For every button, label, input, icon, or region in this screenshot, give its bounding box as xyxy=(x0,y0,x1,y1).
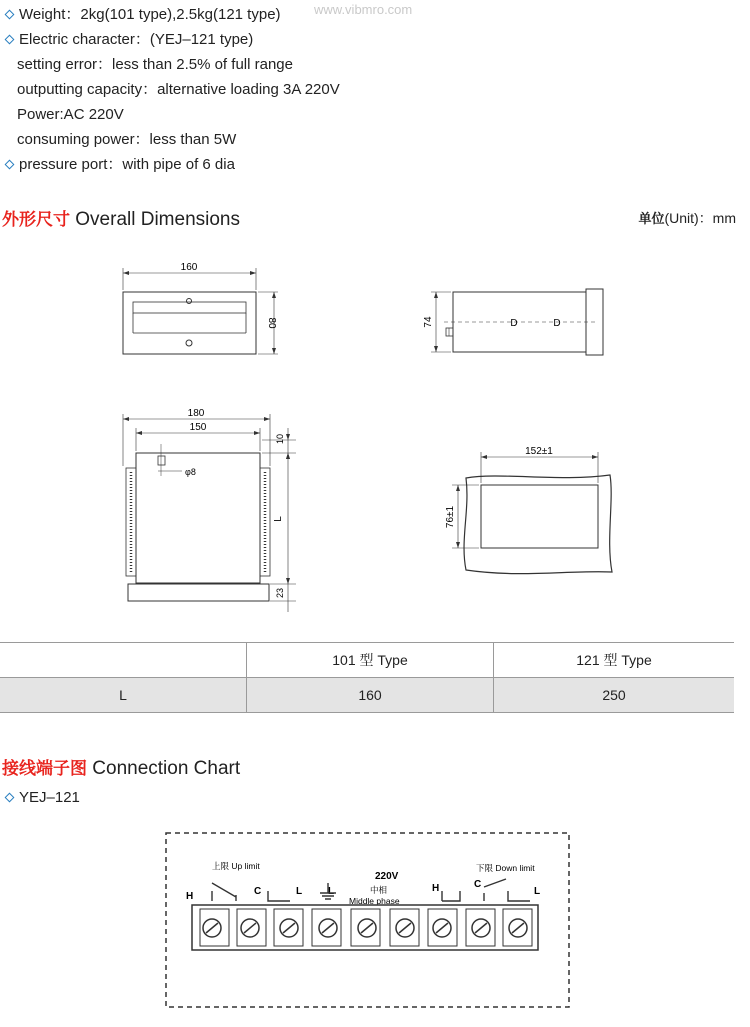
up-limit-label: 上限 Up limit xyxy=(212,861,260,871)
cutout-view xyxy=(445,446,612,574)
spec-pressure xyxy=(4,152,744,177)
spec-electric-text: Electric character：(YEJ–121 type) xyxy=(19,31,254,48)
table-cell: 250 xyxy=(494,678,735,713)
front-height-label: 80 xyxy=(266,317,277,329)
cutout-width-label: 152±1 xyxy=(525,446,553,457)
diamond-bullet-icon xyxy=(5,10,15,20)
diamond-bullet-icon xyxy=(5,793,15,803)
connection-chart-title xyxy=(2,754,240,780)
terminal-h1-label: H xyxy=(186,891,194,902)
connection-title-en: Connection Chart xyxy=(87,758,241,779)
side-depth-label: 74 xyxy=(423,316,434,328)
spec-consuming: consuming power：less than 5W xyxy=(17,131,237,148)
table-header-row xyxy=(0,643,734,678)
diamond-bullet-icon xyxy=(5,35,15,45)
spec-pressure-text: pressure port：with pipe of 6 dia xyxy=(19,156,235,173)
side-view xyxy=(423,289,603,355)
middle-phase-zh-label: 中相 xyxy=(370,885,388,895)
side-label-d2: D xyxy=(553,318,561,329)
front-view xyxy=(123,262,278,354)
terminal-l1-label: L xyxy=(296,886,303,897)
spec-list xyxy=(4,2,744,177)
mount-length-label: L xyxy=(273,516,284,522)
model-item xyxy=(4,787,80,809)
model-label: YEJ–121 xyxy=(19,789,80,806)
mount-width-inner-label: 150 xyxy=(189,422,207,433)
terminal-screws xyxy=(200,909,532,946)
side-label-d1: D xyxy=(510,318,518,329)
middle-phase-en-label: Middle phase xyxy=(349,896,400,906)
table-cell: 160 xyxy=(247,678,494,713)
spec-setting-error: setting error：less than 2.5% of full range xyxy=(17,56,293,73)
terminal-h2-label: H xyxy=(432,883,440,894)
table-header-cell: 101 型 Type xyxy=(247,643,494,678)
spec-weight xyxy=(4,2,744,27)
mount-top-label: 10 xyxy=(275,433,285,445)
diamond-bullet-icon xyxy=(5,160,15,170)
table-header-cell: 121 型 Type xyxy=(494,643,735,678)
cutout-height-label: 76±1 xyxy=(445,505,456,529)
terminal-l2-label: L xyxy=(328,886,335,897)
watermark: www.vibmro.com xyxy=(314,2,413,17)
table-row xyxy=(0,678,734,713)
connection-title-zh: 接线端子图 xyxy=(2,759,87,779)
spec-weight-text: Weight：2kg(101 type),2.5kg(121 type) xyxy=(19,6,281,23)
voltage-label: 220V xyxy=(375,871,399,882)
dimension-table xyxy=(0,642,734,713)
terminal-l3-label: L xyxy=(534,886,541,897)
overall-title-en: Overall Dimensions xyxy=(70,209,240,230)
connection-diagram xyxy=(0,823,750,1023)
terminal-c1-label: C xyxy=(254,886,262,897)
mounting-view xyxy=(123,408,296,612)
spec-power: Power:AC 220V xyxy=(17,106,124,123)
spec-output: outputting capacity：alternative loading 3A 220V xyxy=(17,81,340,98)
spec-electric xyxy=(4,27,744,52)
mount-width-outer-label: 180 xyxy=(187,408,205,419)
terminal-c2-label: C xyxy=(474,879,482,890)
hole-dia-label: φ8 xyxy=(185,467,196,477)
overall-title-zh: 外形尺寸 xyxy=(2,210,70,230)
overall-dimensions-title xyxy=(2,205,240,231)
mount-bottom-label: 23 xyxy=(275,587,285,599)
unit-label-zh: 单位 xyxy=(638,212,665,227)
front-width-label: 160 xyxy=(180,262,198,273)
unit-label-en: (Unit)：mm xyxy=(664,210,736,226)
dimension-drawings xyxy=(0,240,750,640)
down-limit-label: 下限 Down limit xyxy=(476,863,535,873)
table-cell: L xyxy=(0,678,247,713)
unit-label xyxy=(638,208,736,228)
table-header-cell xyxy=(0,643,247,678)
